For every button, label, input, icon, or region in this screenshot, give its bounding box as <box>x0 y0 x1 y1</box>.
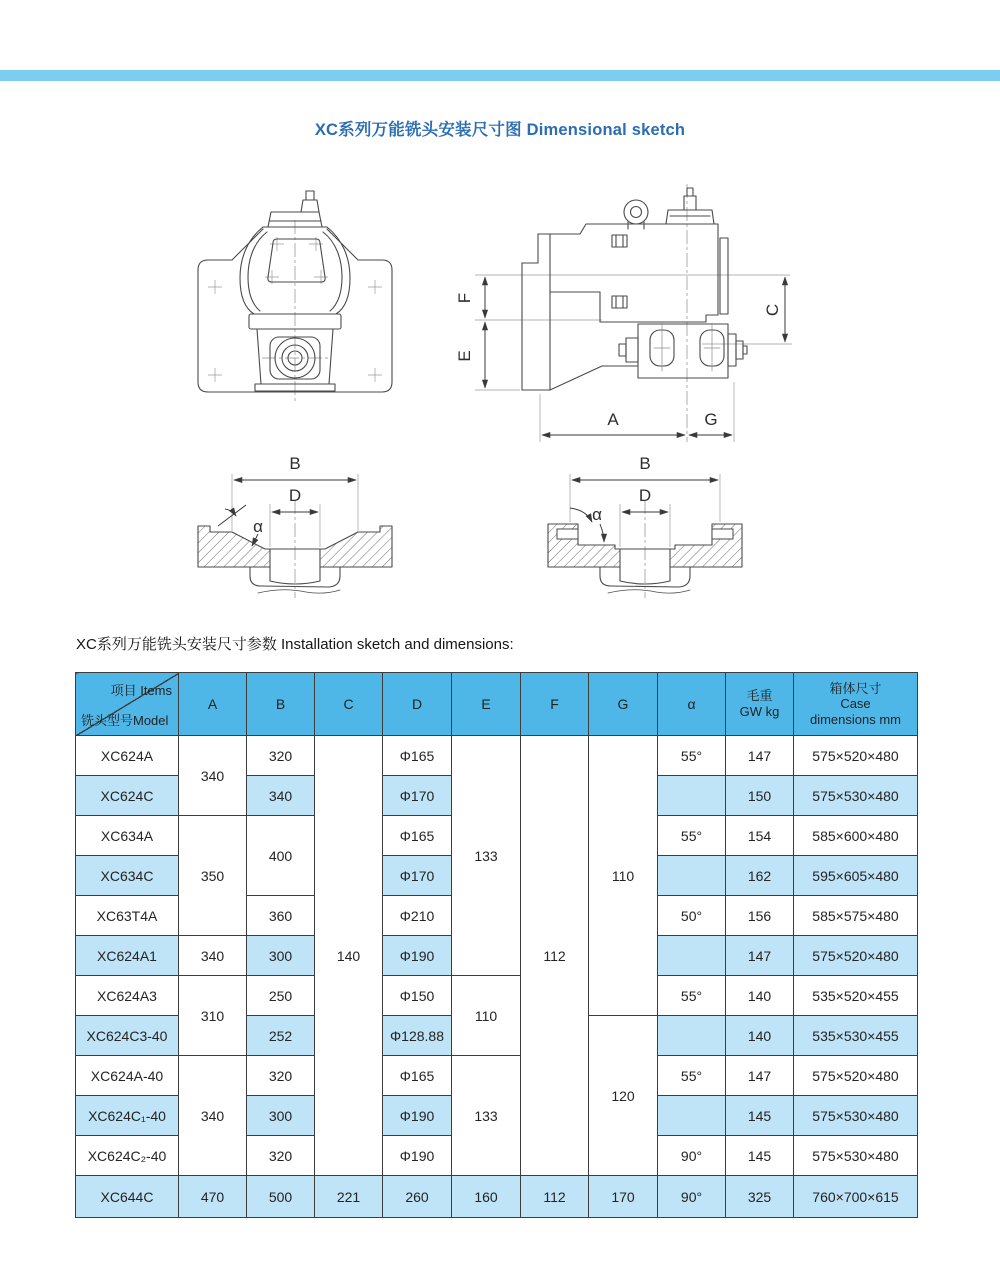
case-label-en1: Case <box>840 696 871 712</box>
cell-alpha: 55° <box>658 816 726 856</box>
cell-g: 120 <box>589 1016 658 1176</box>
cell-case: 595×605×480 <box>794 856 918 896</box>
cell-d: Φ165 <box>383 816 452 856</box>
cell-b: 252 <box>247 1016 315 1056</box>
cell-d: 260 <box>383 1176 452 1218</box>
cell-b: 300 <box>247 1096 315 1136</box>
col-header-case <box>794 673 918 736</box>
cell-e: 110 <box>452 976 521 1056</box>
dim-label-a: A <box>607 410 619 429</box>
dim-label-c: C <box>763 303 782 317</box>
table-row <box>76 1176 918 1218</box>
cell-d: Φ128.88 <box>383 1016 452 1056</box>
case-label-cn: 箱体尺寸 <box>829 681 882 696</box>
cell-g: 170 <box>589 1176 658 1218</box>
cell-alpha <box>658 776 726 816</box>
cell-c: 140 <box>315 736 383 1176</box>
cell-case: 575×530×480 <box>794 1136 918 1176</box>
cell-b: 360 <box>247 896 315 936</box>
cell-model: XC624A <box>76 736 179 776</box>
cell-a: 340 <box>179 1056 247 1176</box>
col-header-f: F <box>521 673 589 736</box>
cell-e: 133 <box>452 1056 521 1176</box>
cell-a: 310 <box>179 976 247 1056</box>
cell-alpha <box>658 936 726 976</box>
cell-b: 250 <box>247 976 315 1016</box>
table-row <box>76 736 918 776</box>
corner-model-label: 铣头型号Model <box>81 713 169 728</box>
corner-header-cell <box>76 673 179 736</box>
side-view-outline <box>522 188 747 390</box>
dim-label-alpha: α <box>592 505 602 524</box>
cell-case: 535×520×455 <box>794 976 918 1016</box>
cell-case: 575×530×480 <box>794 776 918 816</box>
cell-gw: 154 <box>726 816 794 856</box>
cell-d: Φ210 <box>383 896 452 936</box>
cell-g: 110 <box>589 736 658 1016</box>
cell-alpha: 55° <box>658 976 726 1016</box>
cell-d: Φ170 <box>383 776 452 816</box>
gw-label-cn: 毛重 <box>746 687 773 703</box>
col-header-c: C <box>315 673 383 736</box>
cell-gw: 325 <box>726 1176 794 1218</box>
cell-model: XC624C₁-40 <box>76 1096 179 1136</box>
cell-d: Φ170 <box>383 856 452 896</box>
cell-case: 575×520×480 <box>794 936 918 976</box>
cell-a: 470 <box>179 1176 247 1218</box>
top-accent-bar <box>0 70 1000 81</box>
cell-model: XC634A <box>76 816 179 856</box>
col-header-d: D <box>383 673 452 736</box>
cell-model: XC63T4A <box>76 896 179 936</box>
cell-gw: 156 <box>726 896 794 936</box>
side-view-drawing <box>450 172 800 452</box>
cell-case: 575×530×480 <box>794 1096 918 1136</box>
cell-gw: 147 <box>726 736 794 776</box>
dim-label-d: D <box>288 486 302 505</box>
gw-label-en: GW kg <box>739 704 780 719</box>
cell-case: 575×520×480 <box>794 736 918 776</box>
cell-d: Φ190 <box>383 936 452 976</box>
front-view-drawing <box>170 172 450 412</box>
cell-a: 350 <box>179 816 247 936</box>
cell-alpha <box>658 1096 726 1136</box>
cell-model: XC624A3 <box>76 976 179 1016</box>
cell-b: 300 <box>247 936 315 976</box>
cell-alpha: 90° <box>658 1136 726 1176</box>
col-header-gw <box>726 673 794 736</box>
cell-gw: 150 <box>726 776 794 816</box>
cell-model: XC624A-40 <box>76 1056 179 1096</box>
cell-model: XC624A1 <box>76 936 179 976</box>
cell-case: 575×520×480 <box>794 1056 918 1096</box>
cell-alpha: 55° <box>658 1056 726 1096</box>
cell-gw: 140 <box>726 1016 794 1056</box>
side-view-dimension-lines <box>485 277 785 435</box>
col-header-a: A <box>179 673 247 736</box>
cell-alpha <box>658 1016 726 1056</box>
dimensions-table <box>75 672 918 1218</box>
col-header-alpha: α <box>658 673 726 736</box>
cell-gw: 145 <box>726 1096 794 1136</box>
dim-label-g: G <box>704 410 718 429</box>
cell-d: Φ190 <box>383 1136 452 1176</box>
dim-label-b: B <box>639 454 651 473</box>
header-row <box>76 673 918 736</box>
cell-gw: 147 <box>726 936 794 976</box>
dim-label-f: F <box>455 292 474 304</box>
cell-case: 535×530×455 <box>794 1016 918 1056</box>
cell-b: 320 <box>247 1136 315 1176</box>
cell-a: 340 <box>179 736 247 816</box>
cell-alpha: 90° <box>658 1176 726 1218</box>
cell-model: XC624C <box>76 776 179 816</box>
dim-label-d: D <box>638 486 652 505</box>
cell-model: XC624C₂-40 <box>76 1136 179 1176</box>
corner-items-label: 项目 Items <box>110 683 172 698</box>
col-header-b: B <box>247 673 315 736</box>
cell-b: 320 <box>247 736 315 776</box>
cell-d: Φ190 <box>383 1096 452 1136</box>
cell-d: Φ165 <box>383 1056 452 1096</box>
cell-model: XC644C <box>76 1176 179 1218</box>
page-title: XC系列万能铣头安装尺寸图 Dimensional sketch <box>314 121 686 139</box>
cell-e: 160 <box>452 1176 521 1218</box>
case-label-en2: dimensions mm <box>809 711 902 727</box>
dim-label-alpha: α <box>253 517 263 536</box>
cell-e: 133 <box>452 736 521 976</box>
cell-case: 585×575×480 <box>794 896 918 936</box>
dim-label-e: E <box>455 350 474 362</box>
cell-a: 340 <box>179 936 247 976</box>
cell-c: 221 <box>315 1176 383 1218</box>
cell-b: 340 <box>247 776 315 816</box>
section-view-straight <box>520 452 800 612</box>
cell-d: Φ165 <box>383 736 452 776</box>
table-row <box>76 1056 918 1096</box>
cell-gw: 147 <box>726 1056 794 1096</box>
col-header-g: G <box>589 673 658 736</box>
cell-gw: 145 <box>726 1136 794 1176</box>
col-header-e: E <box>452 673 521 736</box>
cell-model: XC634C <box>76 856 179 896</box>
table-caption: XC系列万能铣头安装尺寸参数 Installation sketch and dimensions: <box>76 636 514 653</box>
cell-case: 760×700×615 <box>794 1176 918 1218</box>
section-view-angled <box>170 452 450 612</box>
cell-b: 400 <box>247 816 315 896</box>
dim-label-b: B <box>289 454 301 473</box>
cell-b: 320 <box>247 1056 315 1096</box>
cell-b: 500 <box>247 1176 315 1218</box>
cell-case: 585×600×480 <box>794 816 918 856</box>
cell-gw: 140 <box>726 976 794 1016</box>
cell-d: Φ150 <box>383 976 452 1016</box>
table-row <box>76 976 918 1016</box>
cell-alpha: 55° <box>658 736 726 776</box>
cell-alpha: 50° <box>658 896 726 936</box>
cell-model: XC624C3-40 <box>76 1016 179 1056</box>
cell-gw: 162 <box>726 856 794 896</box>
cell-f: 112 <box>521 736 589 1176</box>
cell-alpha <box>658 856 726 896</box>
cell-f: 112 <box>521 1176 589 1218</box>
front-view-centerlines <box>208 220 382 402</box>
